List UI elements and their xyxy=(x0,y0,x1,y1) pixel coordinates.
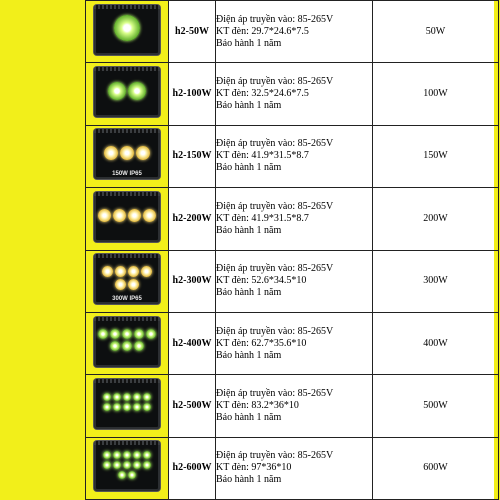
product-photo-cell xyxy=(86,1,169,63)
led-chip xyxy=(134,329,144,339)
spec-details xyxy=(216,125,373,187)
led-array xyxy=(98,261,156,294)
led-chip xyxy=(118,471,126,479)
product-photo-cell xyxy=(86,125,169,187)
photo-label: 300W IP65 xyxy=(112,296,142,303)
led-chip xyxy=(146,329,156,339)
led-chip xyxy=(104,146,118,160)
led-array xyxy=(98,448,156,481)
warranty-text: Bảo hành 1 năm xyxy=(216,474,282,486)
led-chip xyxy=(98,209,111,222)
model-code: h2-600W xyxy=(169,437,216,499)
table-row xyxy=(86,250,499,312)
size-text: KT đèn: 62.7*35.6*10 xyxy=(216,337,307,349)
led-chip xyxy=(114,15,140,41)
led-chip xyxy=(98,329,108,339)
led-chip xyxy=(103,403,111,411)
led-chip xyxy=(143,393,151,401)
heatsink-fins xyxy=(94,379,160,383)
floodlight-photo xyxy=(94,317,160,367)
size-text: KT đèn: 32.5*24.6*7.5 xyxy=(216,88,309,100)
size-text: KT đèn: 41.9*31.5*8.7 xyxy=(216,150,309,162)
table-row xyxy=(86,437,499,499)
power-rating: 600W xyxy=(373,437,499,499)
warranty-text: Bảo hành 1 năm xyxy=(216,162,282,174)
heatsink-fins xyxy=(94,5,160,9)
spec-details xyxy=(216,250,373,312)
led-array xyxy=(98,136,156,169)
led-chip xyxy=(113,393,121,401)
led-chip xyxy=(108,82,126,100)
floodlight-photo xyxy=(94,441,160,491)
size-text: KT đèn: 97*36*10 xyxy=(216,462,292,474)
voltage-text: Điện áp truyền vào: 85-265V xyxy=(216,325,334,337)
led-chip xyxy=(122,341,132,351)
product-photo-cell xyxy=(86,250,169,312)
power-rating: 100W xyxy=(373,63,499,125)
led-chip xyxy=(110,341,120,351)
power-rating: 400W xyxy=(373,312,499,374)
warranty-text: Bảo hành 1 năm xyxy=(216,287,282,299)
warranty-text: Bảo hành 1 năm xyxy=(216,349,282,361)
warranty-text: Bảo hành 1 năm xyxy=(216,37,282,49)
power-rating: 300W xyxy=(373,250,499,312)
power-rating: 200W xyxy=(373,188,499,250)
voltage-text: Điện áp truyền vào: 85-265V xyxy=(216,450,334,462)
warranty-text: Bảo hành 1 năm xyxy=(216,411,282,423)
table-row xyxy=(86,1,499,63)
heatsink-fins xyxy=(94,254,160,258)
model-code: h2-500W xyxy=(169,375,216,437)
led-chip xyxy=(113,451,121,459)
led-array xyxy=(98,74,156,107)
led-chip xyxy=(133,451,141,459)
led-chip xyxy=(103,461,111,469)
size-text: KT đèn: 83.2*36*10 xyxy=(216,399,299,411)
led-chip xyxy=(102,266,113,277)
led-array xyxy=(98,12,156,45)
led-chip xyxy=(134,341,144,351)
led-chip xyxy=(133,461,141,469)
voltage-text: Điện áp truyền vào: 85-265V xyxy=(216,13,334,25)
table-row xyxy=(86,188,499,250)
model-code: h2-100W xyxy=(169,63,216,125)
model-code: h2-200W xyxy=(169,188,216,250)
voltage-text: Điện áp truyền vào: 85-265V xyxy=(216,138,334,150)
led-chip xyxy=(123,393,131,401)
photo-label: 150W IP65 xyxy=(112,171,142,178)
led-chip xyxy=(113,209,126,222)
warranty-text: Bảo hành 1 năm xyxy=(216,224,282,236)
spec-details xyxy=(216,312,373,374)
led-chip xyxy=(133,403,141,411)
led-chip xyxy=(110,329,120,339)
size-text: KT đèn: 29.7*24.6*7.5 xyxy=(216,25,309,37)
product-table xyxy=(85,0,499,500)
spec-details xyxy=(216,437,373,499)
table-row xyxy=(86,312,499,374)
spec-details xyxy=(216,375,373,437)
led-array xyxy=(98,324,156,357)
heatsink-fins xyxy=(94,192,160,196)
led-chip xyxy=(128,471,136,479)
floodlight-photo xyxy=(94,254,160,304)
floodlight-photo xyxy=(94,379,160,429)
led-chip xyxy=(103,451,111,459)
model-code: h2-400W xyxy=(169,312,216,374)
product-photo-cell xyxy=(86,188,169,250)
spec-details xyxy=(216,188,373,250)
heatsink-fins xyxy=(94,441,160,445)
led-chip xyxy=(123,461,131,469)
led-chip xyxy=(115,279,126,290)
led-chip xyxy=(143,461,151,469)
model-code: h2-300W xyxy=(169,250,216,312)
led-chip xyxy=(128,209,141,222)
heatsink-fins xyxy=(94,317,160,321)
voltage-text: Điện áp truyền vào: 85-265V xyxy=(216,76,334,88)
table-row xyxy=(86,63,499,125)
led-chip xyxy=(123,451,131,459)
led-chip xyxy=(120,146,134,160)
led-chip xyxy=(143,403,151,411)
led-chip xyxy=(113,403,121,411)
led-chip xyxy=(143,451,151,459)
led-chip xyxy=(143,209,156,222)
led-array xyxy=(98,386,156,419)
led-chip xyxy=(113,461,121,469)
floodlight-photo xyxy=(94,67,160,117)
led-chip xyxy=(123,403,131,411)
warranty-text: Bảo hành 1 năm xyxy=(216,100,282,112)
power-rating: 50W xyxy=(373,1,499,63)
heatsink-fins xyxy=(94,129,160,133)
led-chip xyxy=(122,329,132,339)
floodlight-photo xyxy=(94,192,160,242)
voltage-text: Điện áp truyền vào: 85-265V xyxy=(216,200,334,212)
heatsink-fins xyxy=(94,67,160,71)
product-photo-cell xyxy=(86,375,169,437)
led-chip xyxy=(136,146,150,160)
led-chip xyxy=(115,266,126,277)
product-photo-cell xyxy=(86,437,169,499)
power-rating: 150W xyxy=(373,125,499,187)
model-code: h2-50W xyxy=(169,1,216,63)
left-yellow-stripe xyxy=(0,0,85,500)
led-chip xyxy=(128,279,139,290)
led-chip xyxy=(128,266,139,277)
product-photo-cell xyxy=(86,312,169,374)
product-photo-cell xyxy=(86,63,169,125)
table-row xyxy=(86,375,499,437)
floodlight-photo xyxy=(94,129,160,179)
table-row xyxy=(86,125,499,187)
spec-details xyxy=(216,63,373,125)
led-chip xyxy=(133,393,141,401)
voltage-text: Điện áp truyền vào: 85-265V xyxy=(216,263,334,275)
floodlight-photo xyxy=(94,5,160,55)
size-text: KT đèn: 52.6*34.5*10 xyxy=(216,275,307,287)
size-text: KT đèn: 41.9*31.5*8.7 xyxy=(216,212,309,224)
model-code: h2-150W xyxy=(169,125,216,187)
led-chip xyxy=(128,82,146,100)
spec-details xyxy=(216,1,373,63)
led-chip xyxy=(103,393,111,401)
voltage-text: Điện áp truyền vào: 85-265V xyxy=(216,387,334,399)
led-chip xyxy=(141,266,152,277)
power-rating: 500W xyxy=(373,375,499,437)
led-array xyxy=(98,199,156,232)
